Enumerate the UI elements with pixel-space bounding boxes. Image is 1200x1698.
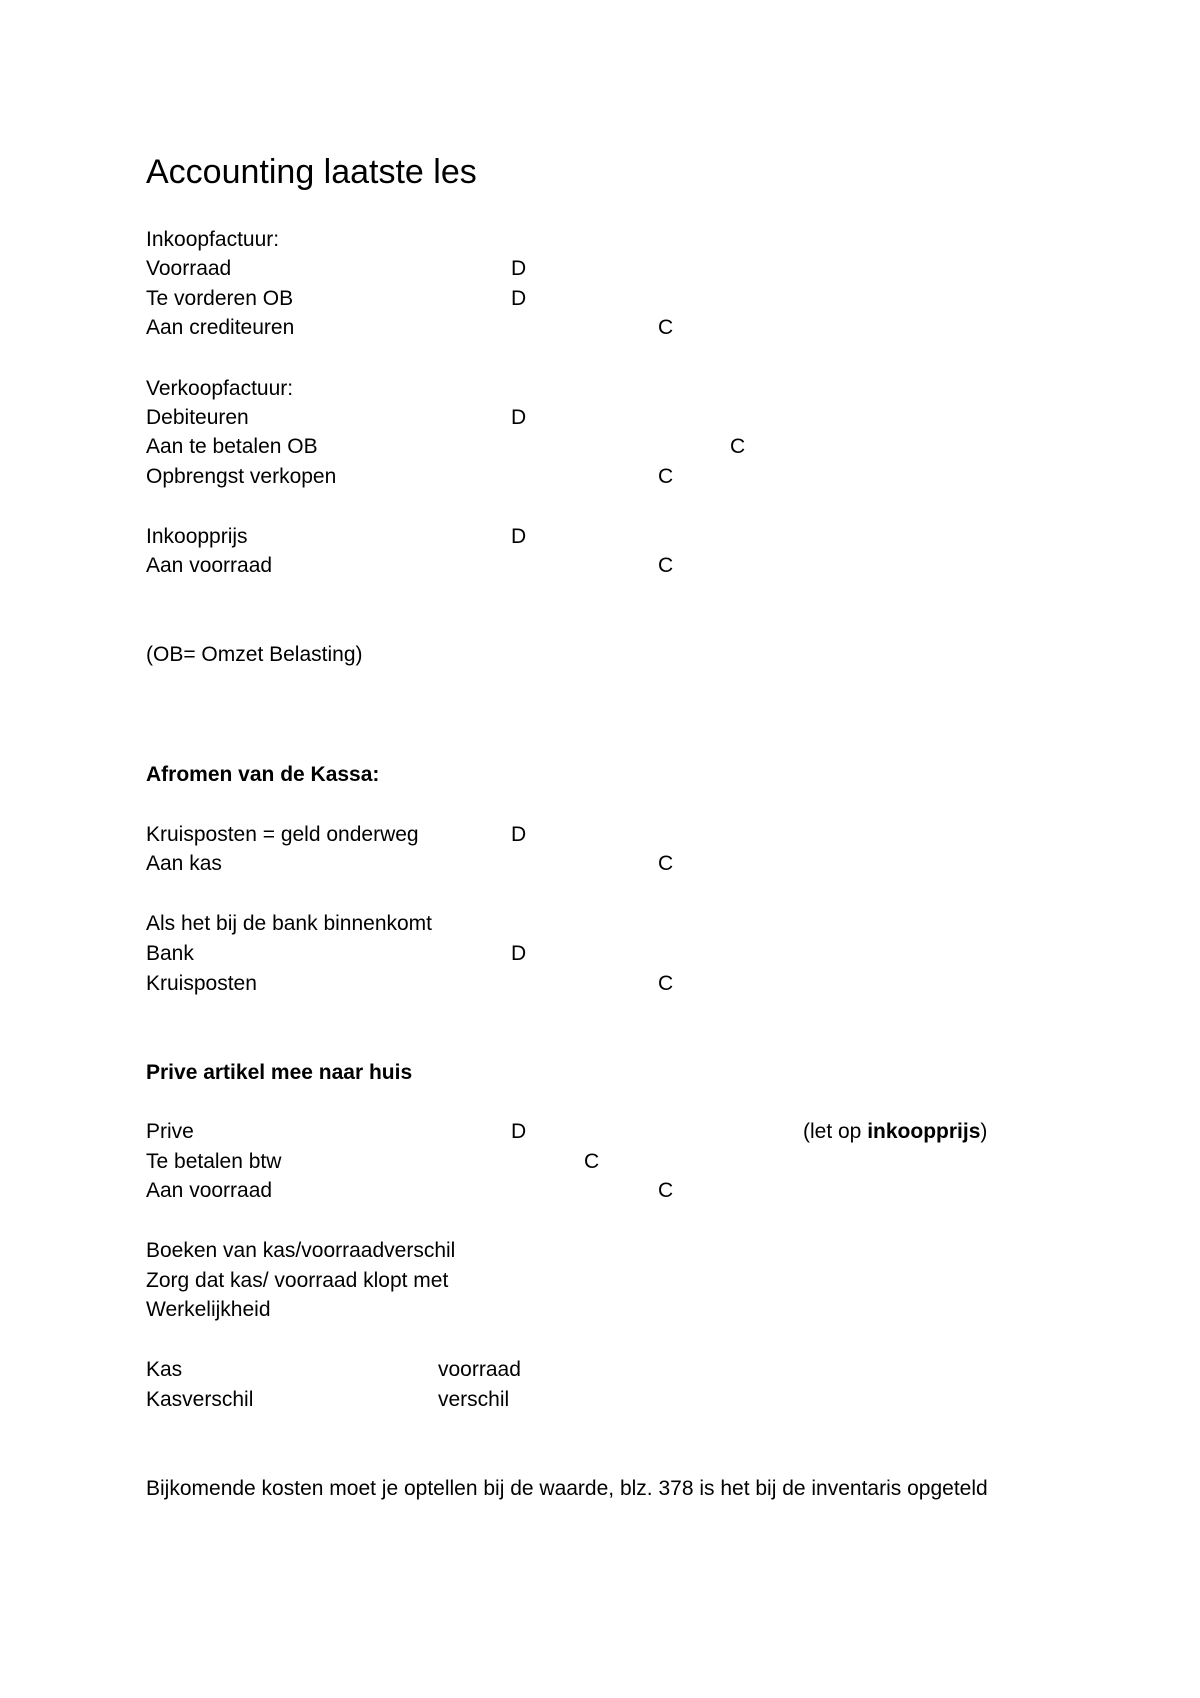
verkoop-row-label: Opbrengst verkopen (146, 465, 337, 488)
inkoopprijs-row-label: Aan voorraad (146, 554, 273, 577)
inkoop-row-side: D (511, 287, 527, 310)
verschil-line: Werkelijkheid (146, 1298, 271, 1321)
verkoop-row-side: D (511, 406, 527, 429)
prive-row-side: C (584, 1150, 600, 1173)
afromen-row-side: D (511, 823, 527, 846)
bank-row-side: D (511, 942, 527, 965)
afromen-row-label: Aan kas (146, 852, 222, 875)
inkoopprijs-row-side: C (658, 554, 674, 577)
inkoopprijs-note: (let op inkoopprijs) (803, 1120, 988, 1143)
verschil-grid-left: Kasverschil (146, 1388, 254, 1411)
verschil-grid-left: Kas (146, 1358, 183, 1381)
verkoop-row-label: Debiteuren (146, 406, 249, 429)
verschil-line: Zorg dat kas/ voorraad klopt met (146, 1269, 449, 1292)
inkoop-row-side: D (511, 257, 527, 280)
prive-heading: Prive artikel mee naar huis (146, 1061, 413, 1084)
verkoop-row-side: C (730, 435, 746, 458)
verschil-line: Boeken van kas/voorraadverschil (146, 1239, 456, 1262)
inkoop-heading: Inkoopfactuur: (146, 228, 280, 251)
inkoop-row-label: Aan crediteuren (146, 316, 295, 339)
verschil-grid-right: voorraad (438, 1358, 521, 1381)
bank-row-label: Bank (146, 942, 194, 965)
inkoopprijs-row-label: Inkoopprijs (146, 525, 248, 548)
verkoop-row-label: Aan te betalen OB (146, 435, 318, 458)
prive-row-label: Te betalen btw (146, 1150, 282, 1173)
bank-row-side: C (658, 972, 674, 995)
inkoopprijs-row-side: D (511, 525, 527, 548)
afromen-row-label: Kruisposten = geld onderweg (146, 823, 419, 846)
ob-note: (OB= Omzet Belasting) (146, 643, 363, 666)
prive-row-label: Aan voorraad (146, 1179, 273, 1202)
inkoop-row-side: C (658, 316, 674, 339)
verkoop-heading: Verkoopfactuur: (146, 377, 294, 400)
page-title: Accounting laatste les (146, 153, 477, 191)
afromen-row-side: C (658, 852, 674, 875)
prive-row-side: D (511, 1120, 527, 1143)
footer-note: Bijkomende kosten moet je optellen bij de waarde, blz. 378 is het bij de inventaris opgeteld (146, 1477, 988, 1500)
bank-intro: Als het bij de bank binnenkomt (146, 912, 433, 935)
verschil-grid-right: verschil (438, 1388, 510, 1411)
inkoop-row-label: Voorraad (146, 257, 232, 280)
inkoop-row-label: Te vorderen OB (146, 287, 294, 310)
afromen-heading: Afromen van de Kassa: (146, 763, 380, 786)
bank-row-label: Kruisposten (146, 972, 257, 995)
prive-row-side: C (658, 1179, 674, 1202)
prive-row-label: Prive (146, 1120, 194, 1143)
verkoop-row-side: C (658, 465, 674, 488)
